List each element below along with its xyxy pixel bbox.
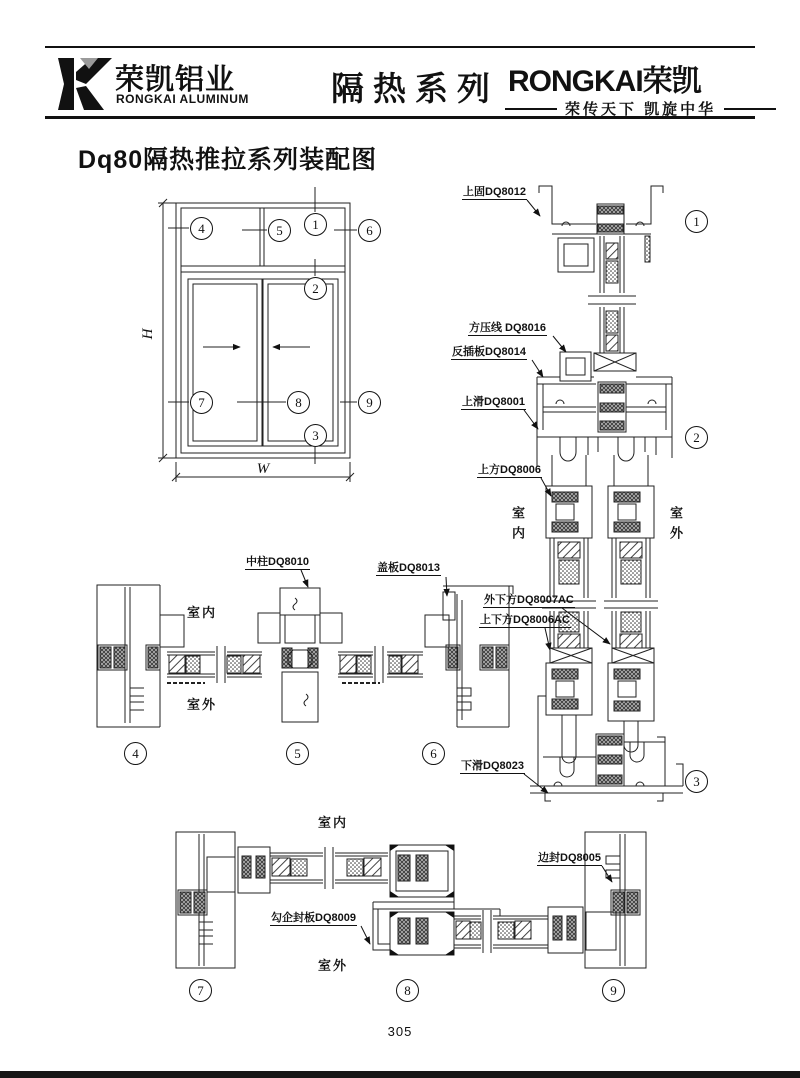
section-callout-4: 4 [124, 742, 147, 765]
mid-glass-band [167, 646, 423, 683]
callout-2: 2 [304, 277, 327, 300]
section-2-head-track [537, 352, 672, 466]
part-label-xiahua: 下滑DQ8023 [461, 760, 524, 772]
outdoor-label-vertical: 室外 [668, 506, 683, 546]
bottom-edge-bar [0, 1071, 800, 1078]
section-8-interlock [238, 845, 583, 955]
part-label-gouqifengban: 勾企封板DQ8009 [271, 912, 356, 924]
section-callout-5: 5 [286, 742, 309, 765]
dim-w-label: W [256, 461, 270, 477]
section-callout-9: 9 [602, 979, 625, 1002]
indoor-label-vertical: 室内 [510, 506, 525, 546]
brand-name-cn: 荣凯铝业 [115, 64, 236, 96]
callout-6: 6 [358, 219, 381, 242]
brand-name-en: RONGKAI ALUMINUM [116, 92, 249, 106]
outdoor-label-mid: 室外 [187, 697, 218, 712]
section-1-head-fixed-frame [539, 186, 663, 353]
part-label-fangyaxian: 方压线 DQ8016 [469, 322, 547, 334]
section-callout-1: 1 [685, 210, 708, 233]
callout-8: 8 [287, 391, 310, 414]
section-callout-8: 8 [396, 979, 419, 1002]
section-callout-6: 6 [422, 742, 445, 765]
part-label-fanchaban: 反插板DQ8014 [452, 346, 526, 358]
window-elevation-schematic [158, 187, 357, 482]
section-callout-7: 7 [189, 979, 212, 1002]
tagline-text: 荣传天下 凯旋中华 [565, 101, 717, 118]
callout-5: 5 [268, 219, 291, 242]
dim-h-label: H [140, 328, 156, 340]
series-title: 隔热系列 [331, 70, 499, 107]
outdoor-label-bottom: 室外 [318, 958, 349, 973]
section-callout-2: 2 [685, 426, 708, 449]
indoor-label-mid: 室内 [187, 605, 218, 620]
part-label-gaiban: 盖板DQ8013 [377, 562, 440, 574]
part-label-waixiafang: 外下方DQ8007AC [484, 594, 574, 606]
page-number: 305 [387, 1024, 413, 1039]
callout-9: 9 [358, 391, 381, 414]
part-label-zhongzhu: 中柱DQ8010 [246, 556, 309, 568]
part-label-bianfeng: 边封DQ8005 [538, 852, 601, 864]
callout-1: 1 [304, 213, 327, 236]
indoor-label-bottom: 室内 [318, 815, 349, 830]
section-3-bottom-track [530, 696, 683, 801]
part-label-shanggu: 上固DQ8012 [463, 186, 526, 198]
page-title: Dq80隔热推拉系列装配图 [78, 146, 378, 174]
part-label-shangfang: 上方DQ8006 [478, 464, 541, 476]
section-callout-3: 3 [685, 770, 708, 793]
section-5-center-post [258, 588, 342, 722]
callout-3: 3 [304, 424, 327, 447]
part-label-shanghua: 上滑DQ8001 [462, 396, 525, 408]
callout-7: 7 [190, 391, 213, 414]
callout-4: 4 [190, 217, 213, 240]
right-logo-text: RONGKAI荣凯 [508, 65, 701, 98]
section-7-left-side-seal [176, 832, 235, 968]
section-2-sash-strips [542, 455, 658, 763]
part-label-shangxiafang: 上下方DQ8006AC [480, 614, 570, 626]
